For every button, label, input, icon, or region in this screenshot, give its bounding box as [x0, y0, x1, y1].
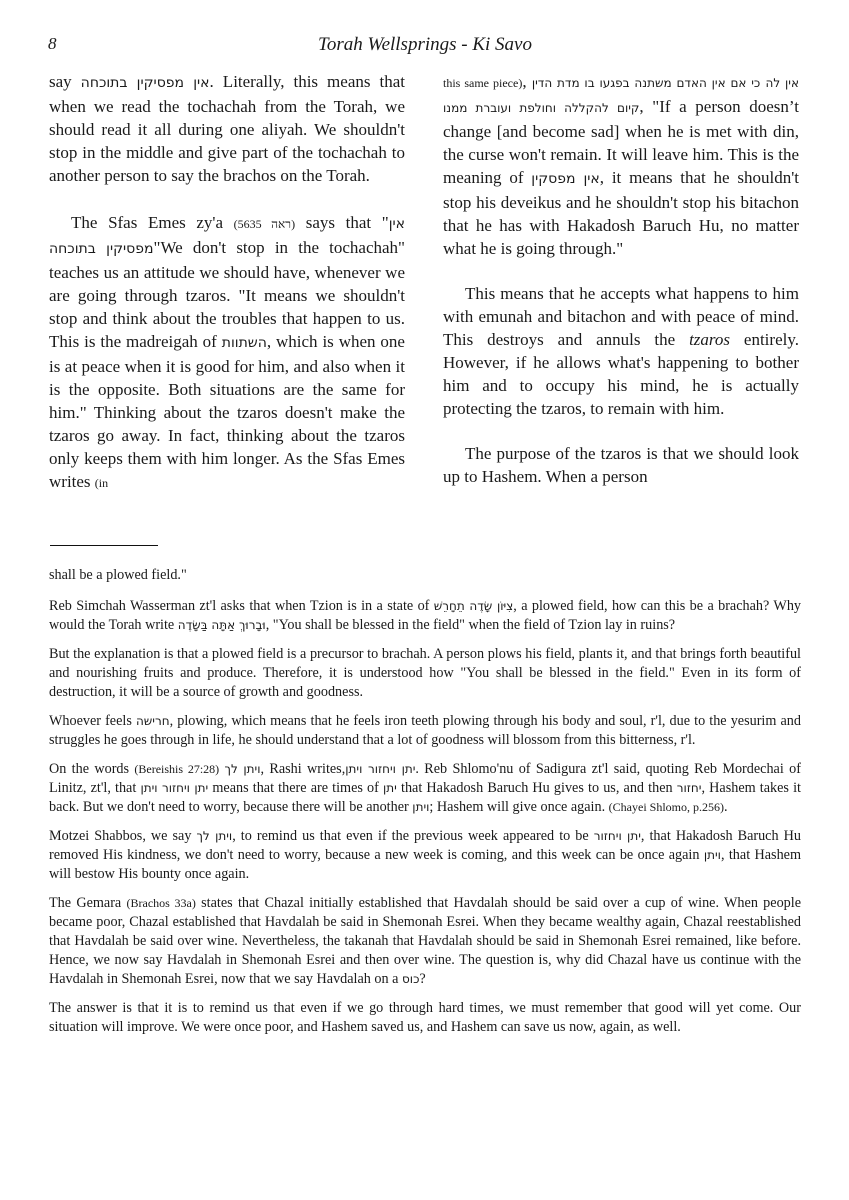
hebrew-text: יתן ויחזור ויתן [345, 762, 416, 776]
hebrew-text: אין מפסיקין בתוכחה [80, 75, 210, 91]
hebrew-text: אין מפסקין [531, 171, 600, 187]
hebrew-text: ויתן [703, 848, 721, 862]
footnote-paragraph: On the words (Bereishis 27:28) ויתן לך, Rashi writes,יתן ויחזור ויתן. Reb Shlomo'nu of Sadigura zt'l said, quoting Reb Mordechai of Linitz, zt'l, that יתן ויחזור ויתן means that there are times of יתן that Hakadosh Baruch Hu gives to us, and then יחזור, Hashem takes it back. But we don't need to worry, because there will be another ויתן; Hashem will give once again. (Chayei Shlomo, p.256). [49, 761, 801, 815]
source-citation: (Bereishis 27:28) [134, 762, 220, 776]
hebrew-text: כוס [402, 972, 420, 986]
footnote-paragraph: But the explanation is that a plowed field is a precursor to brachah. A person plows his field, plants it, and that brings forth beautiful and nourishing fruits and produce. Therefore, it is understood how "You shall be blessed in the field." Even in its form of destruction, it will be a source of growth and goodness. [49, 646, 801, 700]
hebrew-text: ויתן לך [224, 762, 261, 776]
source-citation: (Brachos 33a) [126, 896, 196, 910]
paragraph: say אין מפסיקין בתוכחה. Literally, this means that when we read the tochachah from the Torah, we should read it all during one aliyah. We shouldn't stop in the middle and give part of the tochachah to another person to say the brachos on the Torah. [49, 72, 405, 185]
hebrew-text: יחזור [676, 781, 702, 795]
hebrew-text: צִיּוֹן שָׂדֶה תֵחָרֵשׁ [433, 599, 514, 613]
footnote-divider [50, 545, 158, 546]
paragraph: The purpose of the tzaros is that we should look up to Hashem. When a person [443, 444, 799, 486]
paragraph: The Sfas Emes zy'a (5635 ראה) says that "אין מפסיקין בתוכחה"We don't stop in the tochachah" teaches us an attitude we should have, whenever we are going through tzaros. "It means we shouldn't stop and think about the troubles that happen to us. This is the madreigah of השתוות, which is when one is at peace when it is good for him, and also when it is the opposite. Both situations are the same for him." Thinking about the tzaros doesn't make the tzaros go away. In fact, thinking about the tzaros only keeps them with him longer. As the Sfas Emes writes (in [49, 213, 405, 491]
paragraph: This means that he accepts what happens to him with emunah and bitachon and with peace of mind. This destroys and annuls the tzaros entirely. However, if he allows what's happening to bother him and to occupy his mind, he is actually protecting the tzaros, to remain with him. [443, 284, 799, 418]
hebrew-text: השתוות [221, 335, 267, 351]
footnote-paragraph: shall be a plowed field." [49, 567, 187, 583]
hebrew-text: יתן ויחזור [593, 829, 641, 843]
source-citation: (5635 ראה) [233, 217, 296, 231]
hebrew-text: כי אם אין האדם משתנה בפגעו בו מדת הדין [531, 76, 761, 90]
footnotes [49, 566, 801, 1047]
footnote-paragraph: The answer is that it is to remind us that even if we go through hard times, we must remember that good will yet come. Our situation will improve. We were once poor, and Hashem saved us, and Hashem can save us now, again, as well. [49, 1000, 801, 1035]
hebrew-text: אין מפסיקין בתוכחה [49, 216, 405, 257]
footnote-paragraph: The Gemara (Brachos 33a) states that Chazal initially established that Havdalah should be said over a cup of wine. When people became poor, Chazal established that Havdalah be said in Shemonah Esrei. When they became wealthy again, Chazal reestablished that Havdalah be said over wine. Nevertheless, the takanah that Havdalah should be said in Shemonah Esrei remained, like before. Hence, we now say Havdalah in Shemonah Esrei and then over wine. The question is, why did Chazal have us continue with the Havdalah in Shemonah Esrei, now that we say Havdalah on a כוס? [49, 895, 801, 987]
hebrew-text: ויתן לך [196, 829, 233, 843]
hebrew-text: יתן ויחזור ויתן [140, 781, 209, 795]
footnote-paragraph: Whoever feels חרישה, plowing, which means that he feels iron teeth plowing through his body and soul, r'l, due to the yesurim and struggles he goes through in life, he should understand that a lot of goodness will blossom from this bitterness, r'l. [49, 713, 801, 748]
running-title: Torah Wellsprings - Ki Savo [318, 34, 532, 55]
source-citation: (Chayei Shlomo, p.256) [608, 800, 724, 814]
paragraph: this same piece), כי אם אין האדם משתנה בפגעו בו מדת הדין אין לה קיום להקללה וחולפת ועוברת ממנו, "If a person doesn’t change [and become sad] when he is met with din, the curse won't remain. It will leave him. This is the meaning of אין מפסקין, it means that he shouldn't stop his deveikus and he shouldn't stop his bitachon that he has with Hakadosh Baruch Hu, no matter what he is going through." [443, 72, 800, 258]
footnote-paragraph: Motzei Shabbos, we say ויתן לך, to remind us that even if the previous week appeared to be יתן ויחזור, that Hakadosh Baruch Hu removed His kindness, we don't need to worry, because a new week is coming, and this week can be once again ויתן, that Hashem will bestow His bounty once again. [49, 828, 801, 882]
hebrew-text: ויתן [412, 800, 430, 814]
hebrew-text: חרישה [135, 714, 170, 728]
emphasis: tzaros [689, 330, 731, 349]
page-header [48, 34, 802, 58]
hebrew-text: אין לה קיום להקללה וחולפת ועוברת ממנו [443, 76, 800, 115]
source-citation: this same piece) [443, 76, 523, 90]
source-citation: (in [94, 476, 109, 490]
footnote-paragraph: Reb Simchah Wasserman zt'l asks that when Tzion is in a state of צִיּוֹן שָׂדֶה תֵחָרֵשׁ, a plowed field, how can this be a brachah? Why would the Torah write וּבָרוּךְ אַתָּה בַּשָּׂדֶה, "You shall be blessed in the field" when the field of Tzion lay in ruins? [49, 598, 802, 633]
right-column [443, 70, 799, 488]
hebrew-text: וּבָרוּךְ אַתָּה בַּשָּׂדֶה [177, 618, 266, 632]
page-number: 8 [48, 34, 57, 53]
hebrew-text: יתן [383, 781, 397, 795]
left-column [49, 70, 405, 495]
